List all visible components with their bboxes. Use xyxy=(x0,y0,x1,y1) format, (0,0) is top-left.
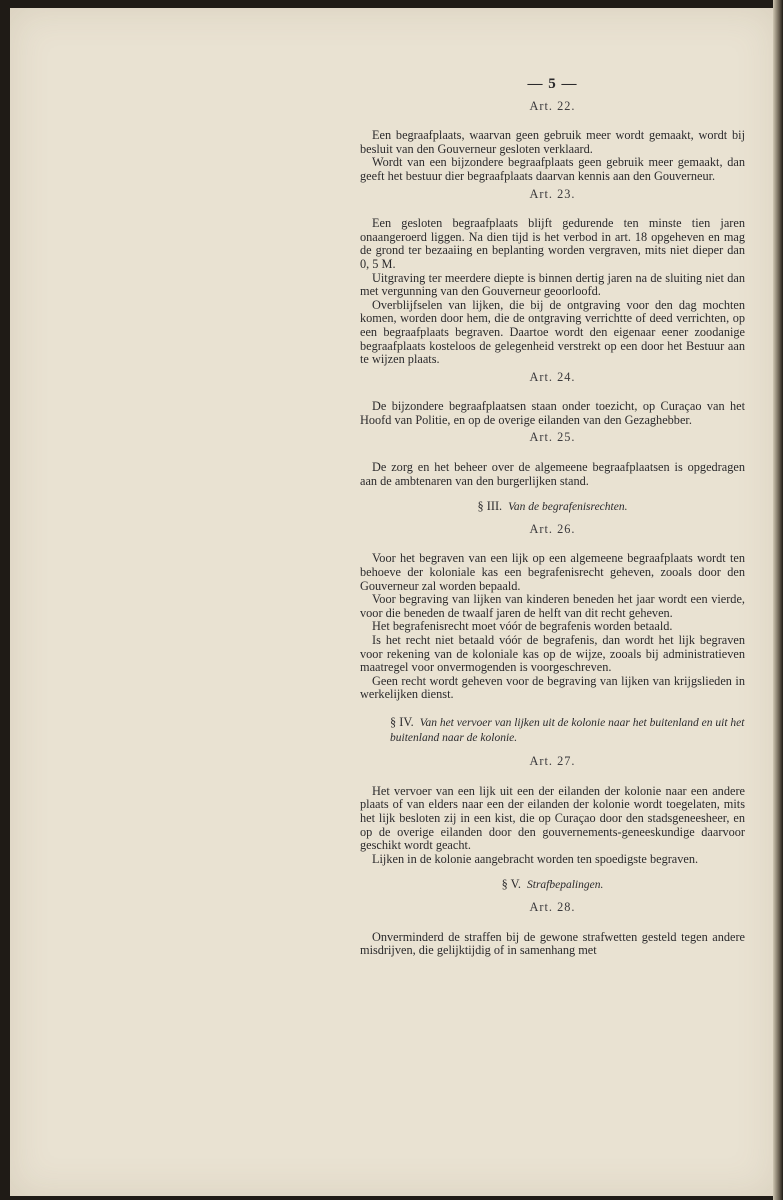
section-heading xyxy=(360,878,745,893)
paragraph: Het begrafenisrecht moet vóór de begrafenis worden betaald. xyxy=(372,619,673,634)
article-heading: Art. 28. xyxy=(529,899,576,914)
paragraph: Een gesloten begraafplaats blijft gedurende ten minste tien jaren onaangeroerd liggen. Na dien tijd is het verbod in art. 18 opgeheven en mag de grond ter bezaaiing en beplanting worden vergraven, mits niet dieper dan 0, 5 M. xyxy=(360,216,745,271)
page-edge xyxy=(773,0,783,1200)
paragraph: De zorg en het beheer over de algemeene begraafplaatsen is opgedragen aan de ambtenaren van den burgerlijken stand. xyxy=(360,460,745,488)
paragraph: Het vervoer van een lijk uit een der eilanden der kolonie naar een andere plaats of van elders naar een der eilanden der kolonie wordt toegelaten, mits het lijk besloten zij in een kist, die op Curaçao door den stadsgeneesheer, en op de overige eilanden door den gouvernements-geneeskundige daarvoor geschikt wordt geacht. xyxy=(360,783,745,853)
section-number: § III. xyxy=(477,499,503,514)
paragraph: Voor begraving van lijken van kinderen beneden het jaar wordt een vierde, voor die beneden de twaalf jaren de helft van dit recht geheven. xyxy=(360,592,745,620)
paragraph: Overblijfselen van lijken, die bij de ontgraving voor den dag mochten komen, worden door hem, die de ontgraving verrichtte of deed verrichten, op een begraafplaats begraven. Daartoe wordt den eigenaar eener zoodanige begraafplaats kosteloos de gelegenheid verstrekt op een door het Bestuur aan te wijzen plaats. xyxy=(360,297,745,367)
document-page xyxy=(10,8,776,1196)
paragraph: Een begraafplaats, waarvan geen gebruik meer wordt gemaakt, wordt bij besluit van den Gouverneur gesloten verklaard. xyxy=(360,128,745,156)
page-number: — 5 — xyxy=(527,76,578,92)
section-title: Van het vervoer van lijken uit de kolonie naar het buitenland en uit het buitenland naar de kolonie. xyxy=(390,716,745,744)
section-heading xyxy=(360,500,745,515)
paragraph: Voor het begraven van een lijk op een algemeene begraafplaats wordt ten behoeve der koloniale kas een begrafenisrecht geheven, zooals door den Gouverneur zal worden bepaald. xyxy=(360,551,745,593)
section-number: § IV. xyxy=(390,714,414,729)
page-text-column xyxy=(360,68,745,958)
paragraph: Uitgraving ter meerdere diepte is binnen dertig jaren na de sluiting niet dan met vergunning van den Gouverneur geoorloofd. xyxy=(360,270,745,299)
paragraph: Is het recht niet betaald vóór de begrafenis, dan wordt het lijk begraven voor rekening van de koloniale kas op de wijze, zooals bij administratieven maatregel voor onvermogenden is voorgeschreven. xyxy=(360,633,745,675)
article-heading: Art. 22. xyxy=(529,98,576,113)
article-heading: Art. 26. xyxy=(529,521,576,536)
article-heading: Art. 25. xyxy=(529,430,576,445)
section-heading xyxy=(390,716,745,745)
paragraph: De bijzondere begraafplaatsen staan onder toezicht, op Curaçao van het Hoofd van Politie, en op de overige eilanden van den Gezaghebber. xyxy=(360,399,745,427)
section-number: § V. xyxy=(501,877,522,892)
paragraph: Geen recht wordt geheven voor de begraving van lijken van krijgslieden in werkelijken dienst. xyxy=(360,673,745,702)
section-title: Van de begrafenisrechten. xyxy=(508,501,628,514)
section-title: Strafbepalingen. xyxy=(527,879,604,892)
article-heading: Art. 24. xyxy=(529,369,576,384)
article-heading: Art. 23. xyxy=(529,186,576,201)
article-heading: Art. 27. xyxy=(529,754,576,769)
article-blocks xyxy=(360,100,745,958)
paragraph: Onverminderd de straffen bij de gewone strafwetten gesteld tegen andere misdrijven, die gelijktijdig of in samenhang met xyxy=(360,929,745,958)
paragraph: Lijken in de kolonie aangebracht worden ten spoedigste begraven. xyxy=(372,851,699,866)
paragraph: Wordt van een bijzondere begraafplaats geen gebruik meer gemaakt, dan geeft het bestuur dier begraafplaats daarvan kennis aan den Gouverneur. xyxy=(360,155,745,183)
